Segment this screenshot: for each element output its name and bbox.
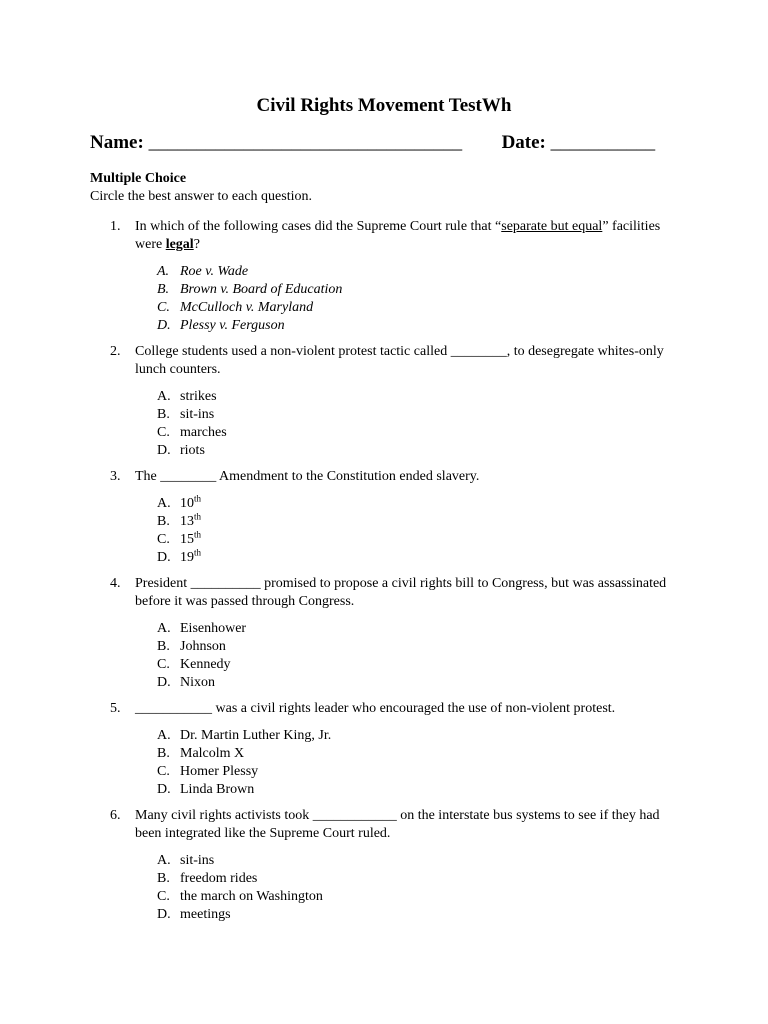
option-b[interactable]: B. Brown v. Board of Education <box>157 282 343 297</box>
option-d[interactable]: D. Nixon <box>157 675 215 690</box>
name-date-line <box>90 132 655 154</box>
option-b[interactable]: B. freedom rides <box>157 871 258 886</box>
option-a[interactable]: A. Eisenhower <box>157 621 247 636</box>
option-a[interactable]: A. 10th <box>157 493 202 511</box>
question-text: President __________ promised to propose a civil rights bill to Congress, but was assassinated before it was passed through Congress. <box>135 576 667 609</box>
option-d[interactable]: D. meetings <box>157 907 231 922</box>
question-text: In which of the following cases did the Supreme Court rule that “separate but equal” facilities were legal? <box>135 219 661 252</box>
option-b[interactable]: B. sit-ins <box>157 407 215 422</box>
option-c[interactable]: C. Homer Plessy <box>157 764 259 779</box>
page-title: Civil Rights Movement TestWh <box>256 95 512 116</box>
option-d[interactable]: D. 19th <box>157 547 202 565</box>
option-d[interactable]: D. Plessy v. Ferguson <box>157 318 285 333</box>
option-c[interactable]: C. Kennedy <box>157 657 231 672</box>
date-field[interactable]: ___________ <box>550 132 656 153</box>
question-number: 3. <box>110 469 121 484</box>
question-text: ___________ was a civil rights leader who encouraged the use of non-violent protest. <box>135 701 616 716</box>
option-a[interactable]: A. Dr. Martin Luther King, Jr. <box>157 728 332 743</box>
option-c[interactable]: C. marches <box>157 425 227 440</box>
option-a[interactable]: A. Roe v. Wade <box>157 264 249 279</box>
name-field[interactable]: _________________________________ <box>148 132 463 153</box>
option-d[interactable]: D. Linda Brown <box>157 782 255 797</box>
question-text: Many civil rights activists took ____________ on the interstate bus systems to see if they had been integrated like the Supreme Court ruled. <box>135 808 660 841</box>
question-number: 5. <box>110 701 121 716</box>
option-b[interactable]: B. 13th <box>157 511 202 529</box>
date-label: Date: <box>501 132 546 153</box>
question-number: 4. <box>110 576 121 591</box>
question-number: 6. <box>110 808 121 823</box>
option-a[interactable]: A. strikes <box>157 389 217 404</box>
question-text: The ________ Amendment to the Constitution ended slavery. <box>135 469 480 484</box>
question-text: College students used a non-violent protest tactic called ________, to desegregate whites-only lunch counters. <box>135 344 664 377</box>
instructions: Circle the best answer to each question. <box>90 189 312 204</box>
name-label: Name: <box>90 132 144 153</box>
option-a[interactable]: A. sit-ins <box>157 853 215 868</box>
option-b[interactable]: B. Malcolm X <box>157 746 245 761</box>
question-number: 1. <box>110 219 121 234</box>
question-number: 2. <box>110 344 121 359</box>
option-c[interactable]: C. the march on Washington <box>157 889 323 904</box>
option-b[interactable]: B. Johnson <box>157 639 226 654</box>
option-c[interactable]: C. McCulloch v. Maryland <box>157 300 314 315</box>
option-c[interactable]: C. 15th <box>157 529 202 547</box>
option-d[interactable]: D. riots <box>157 443 205 458</box>
section-heading: Multiple Choice <box>90 171 187 186</box>
